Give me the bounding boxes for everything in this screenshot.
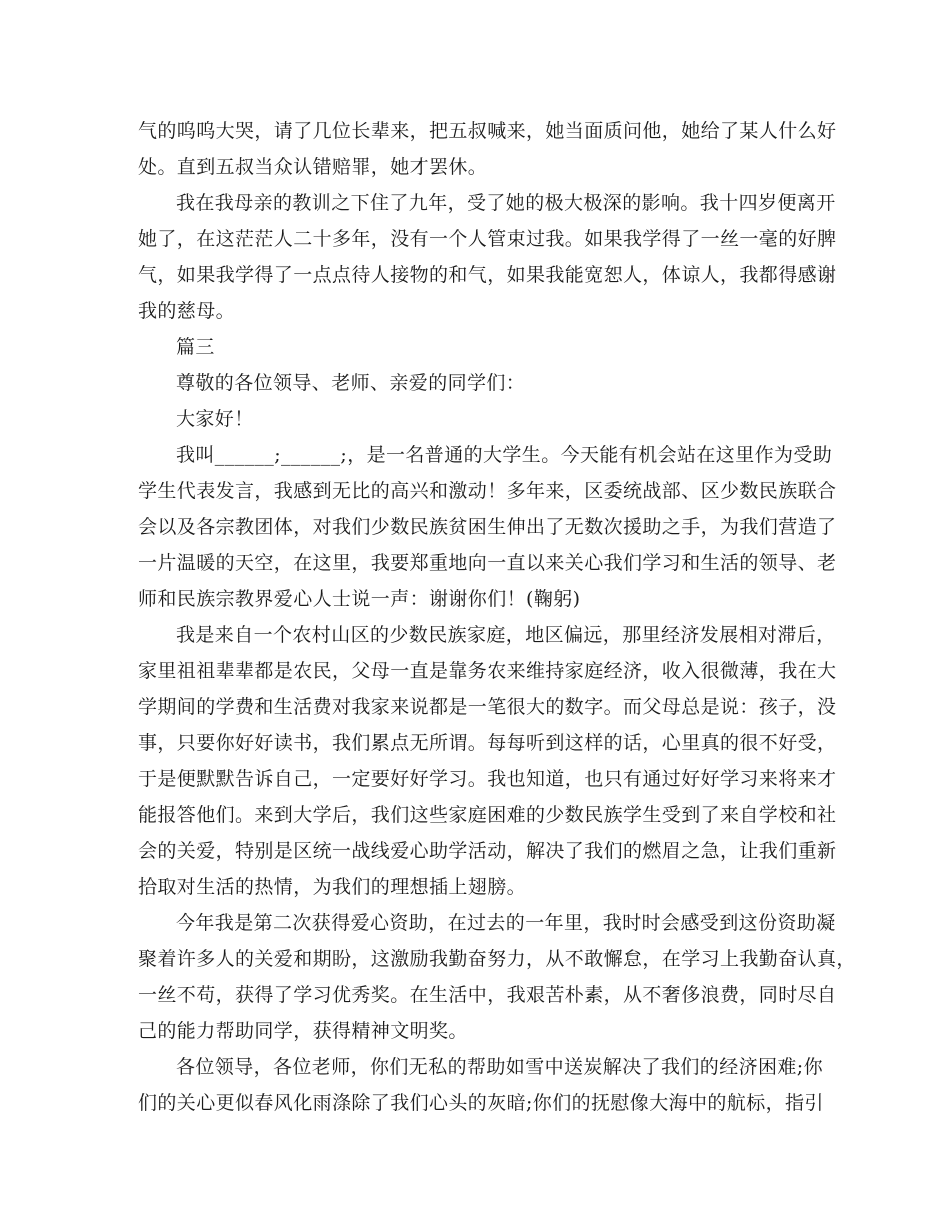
text-line: 学期间的学费和生活费对我家来说都是一笔很大的数字。而父母总是说：孩子，没	[138, 696, 837, 718]
text-line: 气的呜呜大哭，请了几位长辈来，把五叔喊来，她当面质问他，她给了某人什么好	[138, 120, 837, 142]
text-line: 师和民族宗教界爱心人士说一声：谢谢你们！(鞠躬)	[138, 588, 581, 610]
paragraph	[138, 437, 837, 617]
text-line: 各位领导，各位老师，你们无私的帮助如雪中送炭解决了我们的经济困难;你	[176, 1056, 824, 1078]
text-line: 今年我是第二次获得爱心资助，在过去的一年里，我时时会感受到这份资助凝	[176, 912, 836, 934]
text-line: 会以及各宗教团体，对我们少数民族贫困生伸出了无数次援助之手，为我们营造了	[138, 516, 837, 538]
paragraph	[138, 113, 837, 185]
text-line: 家里祖祖辈辈都是农民，父母一直是靠务农来维持家庭经济，收入很微薄，我在大	[138, 660, 837, 682]
text-line: 们的关心更似春风化雨涤除了我们心头的灰暗;你们的抚慰像大海中的航标，指引	[138, 1092, 824, 1114]
text-line: 能报答他们。来到大学后，我们这些家庭困难的少数民族学生受到了来自学校和社	[138, 804, 837, 826]
text-line: 我叫______;______;，是一名普通的大学生。今天能有机会站在这里作为受助	[176, 444, 833, 466]
text-line: 她了，在这茫茫人二十多年，没有一个人管束过我。如果我学得了一丝一毫的好脾	[138, 228, 837, 250]
paragraph	[138, 329, 818, 365]
text-line: 处。直到五叔当众认错赔罪，她才罢休。	[138, 156, 488, 178]
paragraph	[138, 617, 837, 905]
text-line: 一丝不苟，获得了学习优秀奖。在生活中，我艰苦朴素，从不奢侈浪费，同时尽自	[138, 984, 837, 1006]
document-body	[138, 113, 856, 1121]
text-line: 聚着许多人的关爱和期盼，这激励我勤奋努力，从不敢懈怠，在学习上我勤奋认真，	[138, 948, 856, 970]
text-line: 大家好！	[176, 408, 254, 430]
text-line: 事，只要你好好读书，我们累点无所谓。每每听到这样的话，心里真的很不好受，	[138, 732, 837, 754]
paragraph	[138, 905, 856, 1049]
paragraph	[138, 401, 818, 437]
text-line: 我的慈母。	[138, 300, 236, 322]
text-line: 己的能力帮助同学，获得精神文明奖。	[138, 1020, 468, 1042]
text-line: 我是来自一个农村山区的少数民族家庭，地区偏远，那里经济发展相对滞后，	[176, 624, 836, 646]
text-line: 学生代表发言，我感到无比的高兴和激动！多年来，区委统战部、区少数民族联合	[138, 480, 837, 502]
text-line: 我在我母亲的教训之下住了九年，受了她的极大极深的影响。我十四岁便离开	[176, 192, 836, 214]
text-line: 气，如果我学得了一点点待人接物的和气，如果我能宽恕人，体谅人，我都得感谢	[138, 264, 837, 286]
paragraph	[138, 1049, 824, 1121]
text-line: 尊敬的各位领导、老师、亲爱的同学们：	[176, 372, 526, 394]
text-line: 于是便默默告诉自己，一定要好好学习。我也知道，也只有通过好好学习来将来才	[138, 768, 837, 790]
text-line: 拾取对生活的热情，为我们的理想插上翅膀。	[138, 876, 527, 898]
paragraph	[138, 365, 818, 401]
paragraph	[138, 185, 837, 329]
text-line: 会的关爱，特别是区统一战线爱心助学活动，解决了我们的燃眉之急，让我们重新	[138, 840, 837, 862]
text-line: 篇三	[176, 336, 215, 358]
text-line: 一片温暖的天空，在这里，我要郑重地向一直以来关心我们学习和生活的领导、老	[138, 552, 837, 574]
